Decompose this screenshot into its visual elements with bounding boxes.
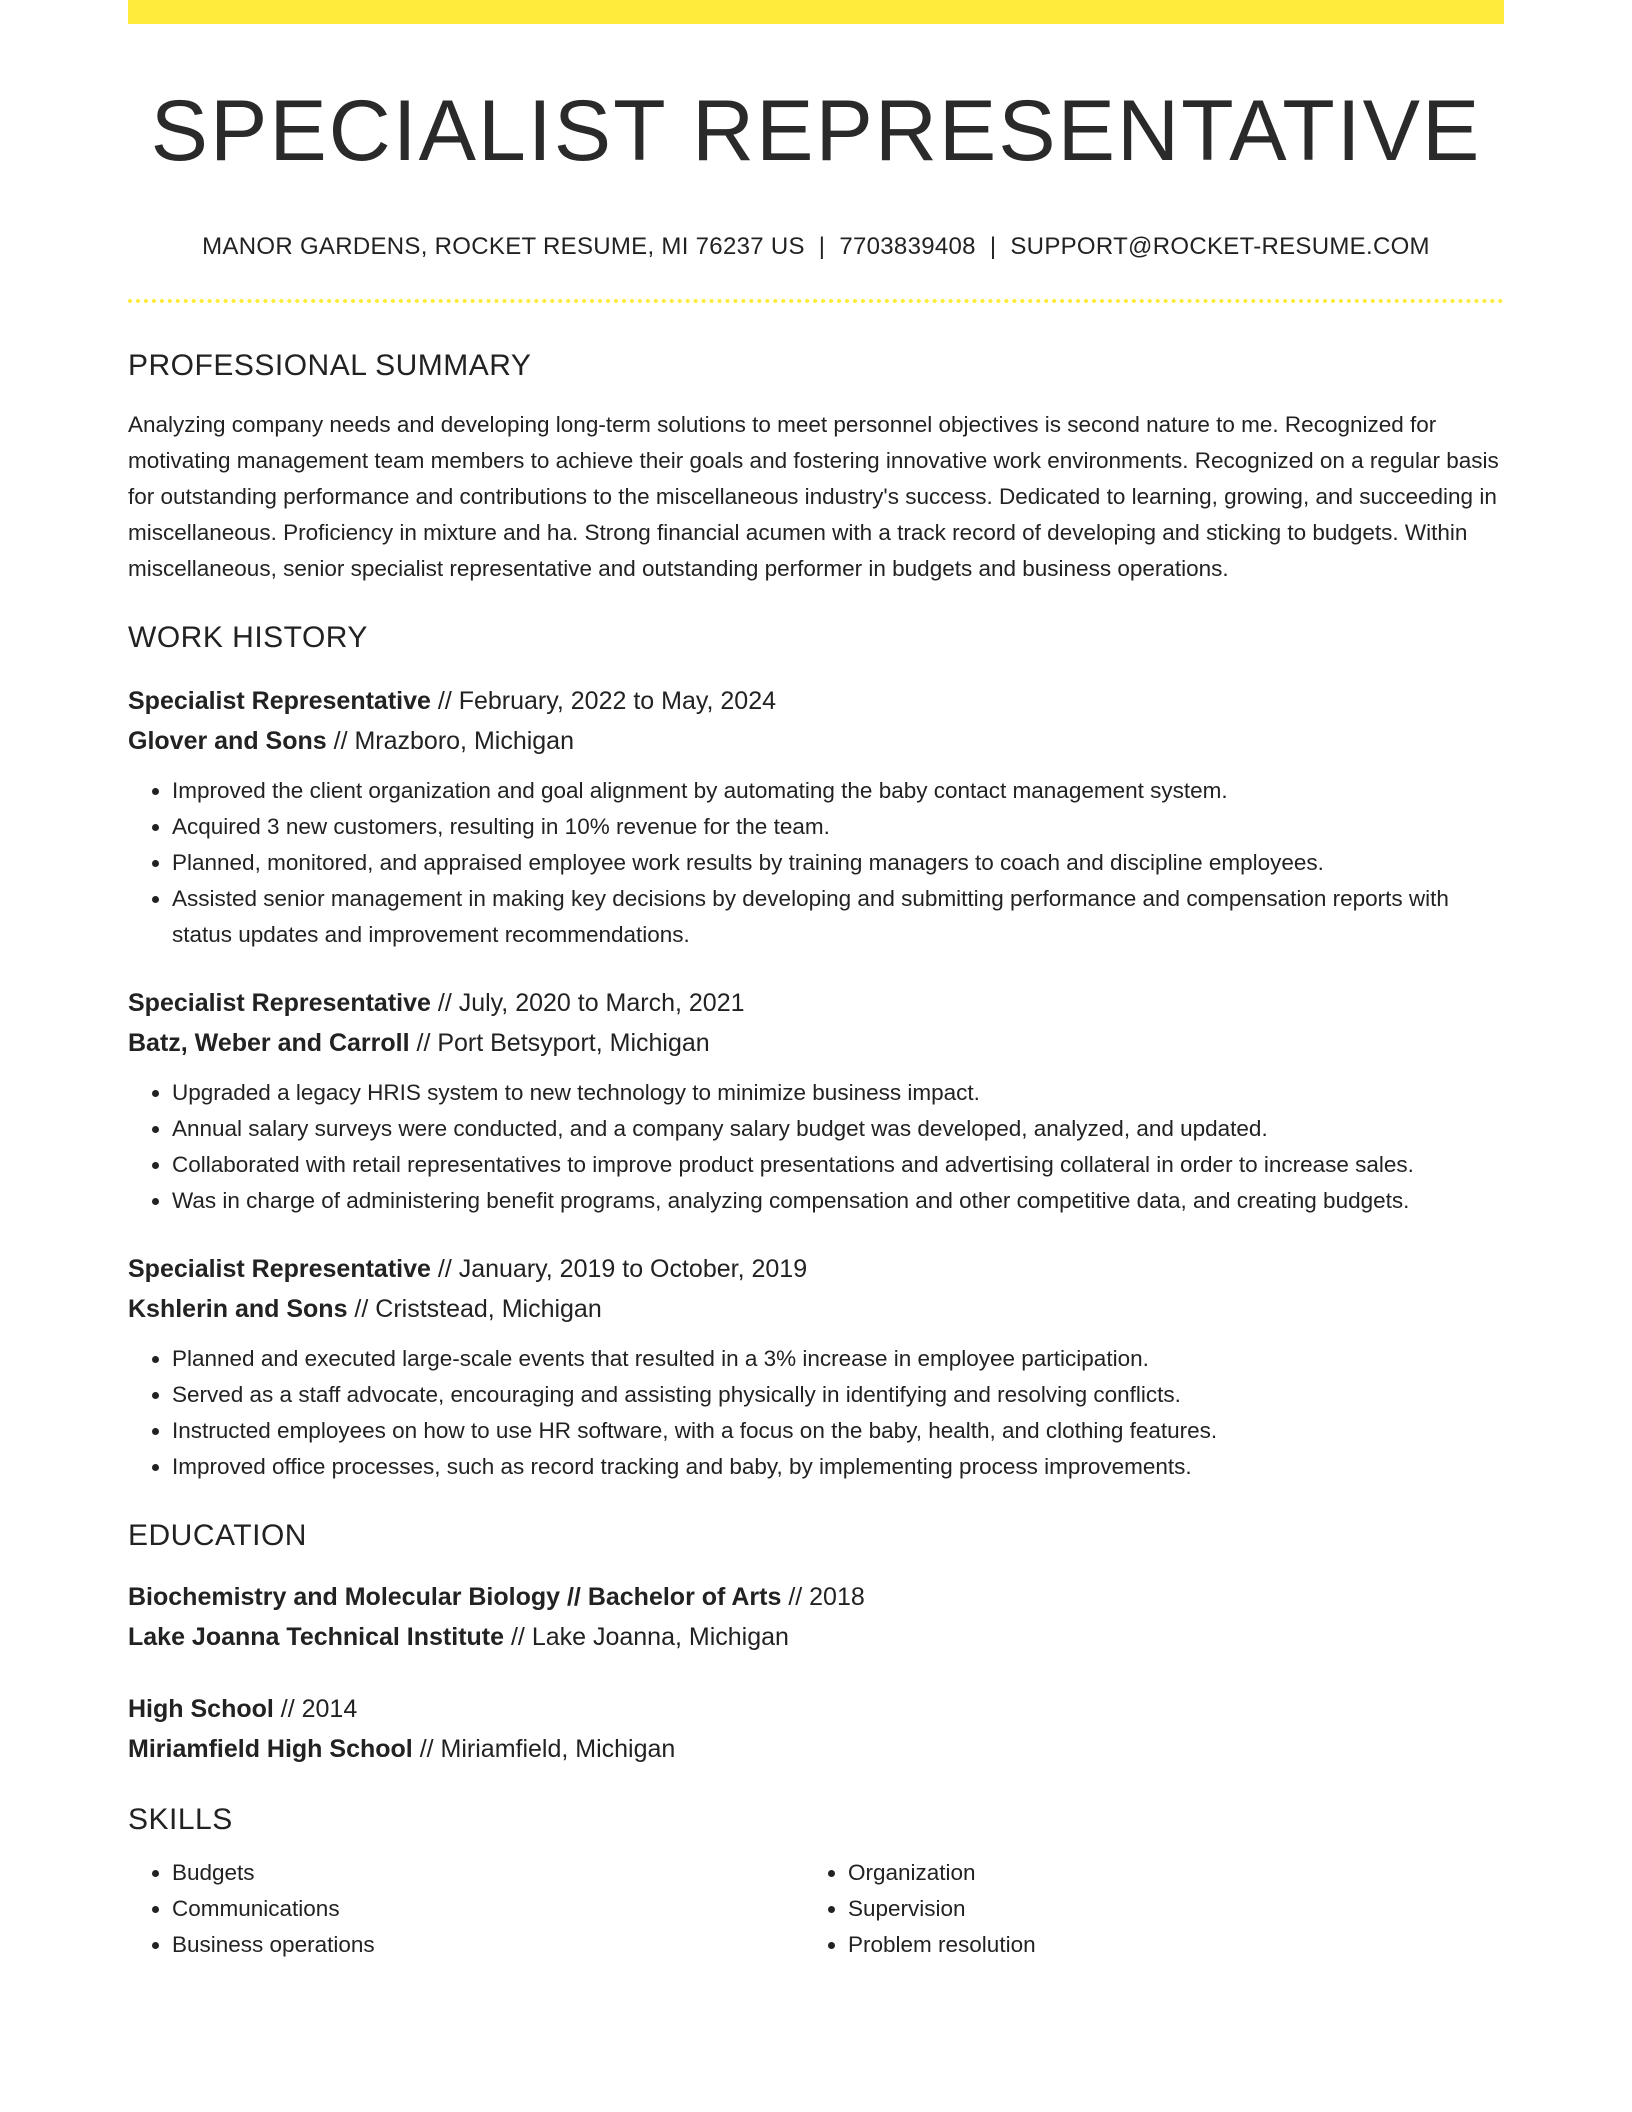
job-company-line — [128, 1289, 1504, 1329]
education-location: // Lake Joanna, Michigan — [504, 1622, 789, 1651]
list-item: • Planned and executed large-scale events that resulted in a 3% increase in employee participation. — [172, 1341, 1504, 1377]
list-item: • Improved office processes, such as record tracking and baby, by implementing process improvements. — [172, 1449, 1504, 1485]
job-entry — [128, 681, 1504, 953]
job-title-line — [128, 983, 1504, 1023]
education-year: // 2014 — [273, 1694, 358, 1723]
education-school: Miriamfield High School — [128, 1734, 413, 1763]
list-item: • Annual salary surveys were conducted, and a company salary budget was developed, analyzed, and updated. — [172, 1111, 1504, 1147]
list-item: • Was in charge of administering benefit programs, analyzing compensation and other competitive data, and creating budgets. — [172, 1183, 1504, 1219]
list-item: • Upgraded a legacy HRIS system to new technology to minimize business impact. — [172, 1075, 1504, 1111]
education-degree: High School — [128, 1694, 274, 1723]
dotted-divider — [128, 299, 1504, 303]
list-item: • Acquired 3 new customers, resulting in 10% revenue for the team. — [172, 809, 1504, 845]
job-company: Glover and Sons — [128, 726, 327, 755]
job-location: // Criststead, Michigan — [347, 1294, 602, 1323]
job-company: Batz, Weber and Carroll — [128, 1028, 410, 1057]
contact-email: SUPPORT@ROCKET-RESUME.COM — [1010, 232, 1430, 260]
job-dates: // February, 2022 to May, 2024 — [430, 686, 777, 715]
education-degree: Biochemistry and Molecular Biology // Bachelor of Arts — [128, 1582, 782, 1611]
job-company-line — [128, 721, 1504, 761]
job-company-line — [128, 1023, 1504, 1063]
contact-line — [128, 233, 1504, 261]
job-dates: // July, 2020 to March, 2021 — [430, 988, 745, 1017]
education-degree-line — [128, 1689, 1504, 1729]
list-item: • Improved the client organization and goal alignment by automating the baby contact management system. — [172, 773, 1504, 809]
job-bullets — [128, 1075, 1504, 1219]
job-dates: // January, 2019 to October, 2019 — [430, 1254, 808, 1283]
work-history-heading: WORK HISTORY — [128, 620, 368, 654]
top-accent-bar — [128, 0, 1504, 24]
job-role: Specialist Representative — [128, 686, 431, 715]
skills-heading: SKILLS — [128, 1802, 233, 1836]
contact-separator: | — [818, 232, 826, 260]
list-item: • Problem resolution — [848, 1927, 1480, 1963]
list-item: • Planned, monitored, and appraised employee work results by training managers to coach and discipline employees. — [172, 845, 1504, 881]
job-location: // Port Betsyport, Michigan — [409, 1028, 710, 1057]
summary-text: Analyzing company needs and developing long-term solutions to meet personnel objectives is second nature to me. Recognized for motivating management team members to achieve their goals and fostering innovative work environments. Recognized on a regular basis for outstanding performance and contributions to the miscellaneous industry's success. Dedicated to learning, growing, and succeeding in miscellaneous. Proficiency in mixture and ha. Strong financial acumen with a track record of developing and sticking to budgets. Within miscellaneous, senior specialist representative and outstanding performer in budgets and business operations. — [128, 411, 1499, 581]
education-entry — [128, 1689, 1504, 1769]
job-entry — [128, 1249, 1504, 1485]
list-item: • Collaborated with retail representatives to improve product presentations and advertising collateral in order to increase sales. — [172, 1147, 1504, 1183]
job-bullets — [128, 1341, 1504, 1485]
list-item: • Assisted senior management in making key decisions by developing and submitting performance and compensation reports with status updates and improvement recommendations. — [172, 881, 1504, 953]
education-school-line — [128, 1729, 1504, 1769]
contact-address: MANOR GARDENS, ROCKET RESUME, MI 76237 US — [202, 232, 805, 260]
job-role: Specialist Representative — [128, 988, 431, 1017]
education-location: // Miriamfield, Michigan — [412, 1734, 676, 1763]
list-item: • Communications — [172, 1891, 804, 1927]
skills-left-column — [128, 1855, 804, 1963]
education-year: // 2018 — [781, 1582, 865, 1611]
summary-heading: PROFESSIONAL SUMMARY — [128, 348, 532, 382]
job-location: // Mrazboro, Michigan — [326, 726, 574, 755]
education-school: Lake Joanna Technical Institute — [128, 1622, 505, 1651]
skills-columns — [128, 1855, 1504, 1963]
education-entry — [128, 1577, 1504, 1657]
contact-separator: | — [989, 232, 997, 260]
job-title-line — [128, 681, 1504, 721]
resume-page — [128, 0, 1504, 1963]
candidate-name: SPECIALIST REPRESENTATIVE — [150, 83, 1482, 179]
list-item: • Supervision — [848, 1891, 1480, 1927]
job-company: Kshlerin and Sons — [128, 1294, 348, 1323]
education-degree-line — [128, 1577, 1504, 1617]
job-entry — [128, 983, 1504, 1219]
work-history-list — [128, 681, 1504, 1485]
job-bullets — [128, 773, 1504, 953]
education-school-line — [128, 1617, 1504, 1657]
job-title-line — [128, 1249, 1504, 1289]
education-heading: EDUCATION — [128, 1518, 307, 1552]
job-role: Specialist Representative — [128, 1254, 431, 1283]
skills-right-column — [804, 1855, 1480, 1963]
list-item: • Served as a staff advocate, encouraging and assisting physically in identifying and resolving conflicts. — [172, 1377, 1504, 1413]
contact-phone: 7703839408 — [839, 232, 976, 260]
list-item: • Business operations — [172, 1927, 804, 1963]
list-item: • Budgets — [172, 1855, 804, 1891]
list-item: • Organization — [848, 1855, 1480, 1891]
list-item: • Instructed employees on how to use HR software, with a focus on the baby, health, and clothing features. — [172, 1413, 1504, 1449]
